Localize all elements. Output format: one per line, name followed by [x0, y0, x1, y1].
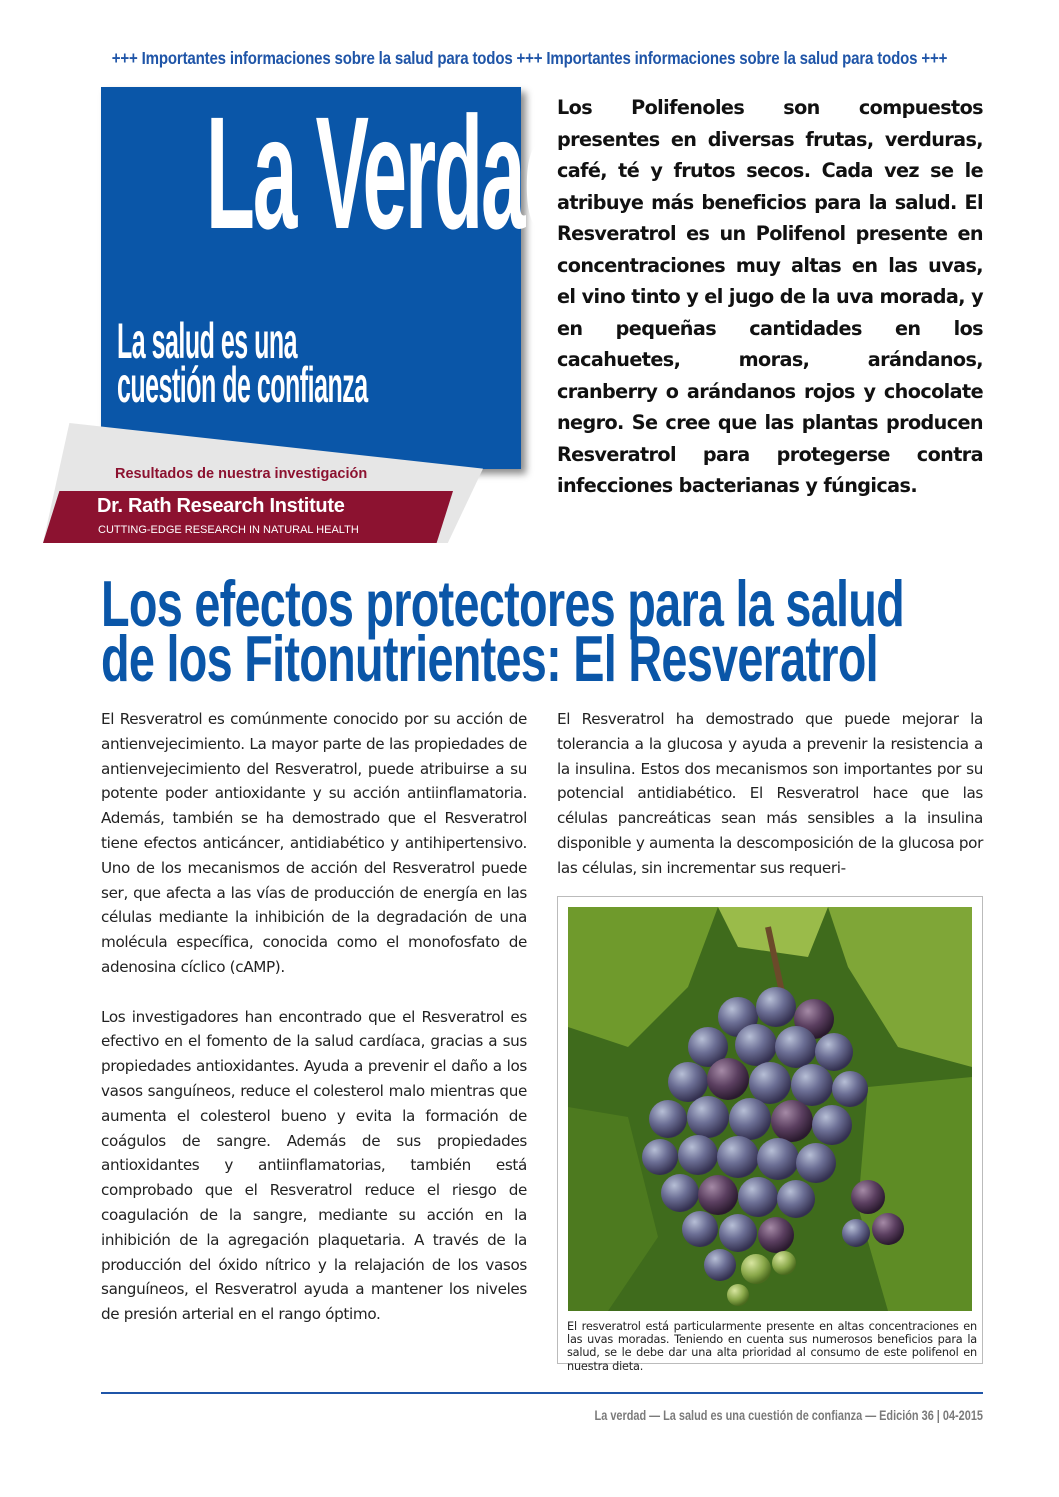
headline-line2: de los Fitonutrientes: El Resveratrol — [101, 622, 878, 695]
grape-illustration — [568, 907, 972, 1311]
headline-line1: Los efectos protectores para la salud — [101, 567, 905, 640]
masthead-subtitle-line2: cuestión de confianza — [117, 357, 368, 413]
masthead-title: La Verdad — [206, 83, 571, 262]
footer-rule — [101, 1392, 983, 1394]
left-column — [101, 707, 527, 1352]
right-column — [557, 707, 983, 905]
intro-paragraph: Los Polifenoles son compuestos presentes en diversas frutas, verduras, café, té y frutos secos. Cada vez se le atribuye más beneficios para la salud. El Resveratrol es un Polifenol presente en concentraciones muy altas en las uvas, el vino tinto y el jugo de la uva morada, y en pequeñas cantidades en los cacahuetes, moras, arándanos, cranberry o arándanos rojos y chocolate negro. Se cree que las plantas producen Resveratrol para protegerse contra infecciones bacterianas y fúngicas. — [557, 96, 983, 497]
masthead-subtitle — [117, 313, 517, 413]
body-paragraph: Los investigadores han encontrado que el Resveratrol es efectivo en el fomento de la salud cardíaca, gracias a sus propiedades antioxidantes. Ayuda a prevenir el daño a los vasos sanguíneos, reduce el colesterol malo mientras que aumenta el colesterol bueno y evita la formación de coágulos de sangre. Además de sus propiedades antioxidantes y antiinflamatorias, también está comprobado que el Resveratrol reduce el riesgo de coagulación de la sangre, mediante su acción en la inhibición de la agregación plaquetaria. A través de la producción del óxido nítrico y la relajación de los vasos sanguíneos, el Resveratrol ayuda a mantener los niveles de presión arterial en el rango óptimo. — [101, 1007, 527, 1324]
body-paragraph: El Resveratrol ha demostrado que puede mejorar la tolerancia a la glucosa y ayuda a prevenir la resistencia a la insulina. Estos dos mecanismos son importantes por su potencial antidiabético. El Resveratrol hace que las células pancreáticas sean más sensibles a la insulina disponible y aumenta la descomposición de la glucosa por las células, sin incrementar sus requeri- — [557, 710, 983, 877]
top-banner: +++ Importantes informaciones sobre la salud para todos +++ Importantes informaciones sobre la salud para todos +++ — [111, 48, 948, 68]
research-tagline: CUTTING-EDGE RESEARCH IN NATURAL HEALTH — [98, 524, 359, 536]
figure-caption: El resveratrol está particularmente presente en altas concentraciones en las uvas moradas. Teniendo en cuenta sus numerosos beneficios para la salud, se le debe dar una alta prioridad al consumo de este polifenol en nuestra dieta. — [567, 1320, 977, 1373]
article-headline — [101, 567, 981, 695]
body-paragraph: El Resveratrol es comúnmente conocido por su acción de antienvejecimiento. La mayor parte de las propiedades de antienvejecimiento del Resveratrol, puede atribuirse a su potente poder antioxidante y su acción antiinflamatoria. Además, también se ha demostrado que el Resveratrol tiene efectos anticáncer, antidiabético y antihipertensivo. Uno de los mecanismos de acción del Resveratrol puede ser, que afecta a las vías de producción de energía en las células mediante la inhibición de la degradación de una molécula específica, conocida como el monofosfato de adenosina cíclico (cAMP). — [101, 710, 527, 976]
research-institute-name: Dr. Rath Research Institute — [97, 495, 345, 517]
footer-text: La verdad — La salud es una cuestión de confianza — Edición 36 | 04-2015 — [594, 1407, 983, 1423]
masthead — [101, 83, 571, 469]
grape-photo — [568, 907, 972, 1311]
research-label: Resultados de nuestra investigación — [115, 466, 368, 482]
masthead-subtitle-line1: La salud es una — [117, 313, 298, 369]
grape-figure — [557, 896, 983, 1373]
